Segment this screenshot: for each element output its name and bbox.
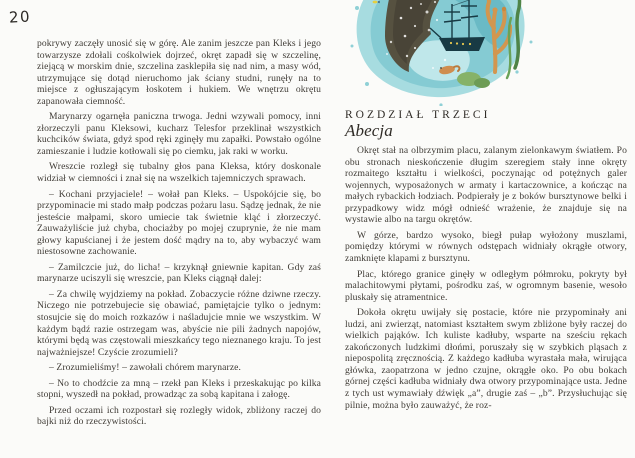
paragraph: Wreszcie rozległ się tubalny głos pana Kleksa, który doskonale widział w ciemności i znał się na wszelkich tajemniczych sprawach. [37,161,321,185]
chapter-illustration-underwater-sunken-ship [345,0,627,106]
paragraph: Okręt stał na olbrzymim placu, zalanym zielonkawym światłem. Po obu stronach nieskończenie długim szeregiem stały inne okręty rozmaitego kształtu i wielkości, poczynając od potężnych galer wojennych, wyposażonych w armaty i kartaczownice, a kończąc na małych rybackich łodziach. Podpierały je z boków bursztynowe belki i przypadkowy widz mógł odnieść wrażenie, że znajduje się na wystawie albo na targu okrętów. [345,145,627,226]
paragraph: pokrywy zaczęły unosić się w górę. Ale zanim jeszcze pan Kleks i jego towarzysze zdołali cośkolwiek dojrzeć, okręt zapadł się w szczelinę, ziejącą w morskim dnie, szczelina zasklepiła się nad nim, a masy wód, utrzymujące się dotąd nieruchomo jak ściany studni, runęły na to miejsce z ogłuszającym łoskotem i hukiem. We wnętrzu okrętu zapanowała ciemność. [37,38,321,107]
paragraph: – Zamilczcie już, do licha! – krzyknął gniewnie kapitan. Gdy zaś marynarze uciszyli się wreszcie, pan Kleks ciągnął dalej: [37,261,321,285]
paragraph: – Kochani przyjaciele! – wołał pan Kleks. – Uspokójcie się, bo przypominacie mi stado małp podczas pożaru lasu. Sądzę jednak, że nie jesteście małpami, skoro umiecie tak świetnie kląć i złorzeczyć. Zauważyliście już chyba, chociażby po mojej czuprynie, że nie mam głowy kapuścianej i że jestem dość mądry na to, aby wybaczyć wam niestosowne zachowanie. [37,188,321,258]
paragraph: Marynarzy ogarnęła paniczna trwoga. Jedni wzywali pomocy, inni złorzeczyli panu Kleksowi, kucharz Telesfor przeklinał wszystkich kuchcików świata, gdyż spod ręki zginęły mu zapałki. Powstało ogólne zamieszanie i ludzie kotłowali się po ciemku, jak raki w worku. [37,111,321,157]
paragraph: Dokoła okrętu uwijały się postacie, które nie przypominały ani ludzi, ani zwierząt, natomiast kształtem swym zbliżone były raczej do wielkich pająków. Ich kuliste kadłuby, wsparte na sześciu rękach zakończonych ludzkimi dłońmi, poruszały się w szybkich pląsach z niepospolitą zręcznością. Z każdego kadłuba wyrastała mała, wirująca główka, zaopatrzona w jedno czujne, okrągłe oko. Po obu bokach górnej części kadłuba widniały dwa otwory przypominające usta. Jedne z tych ust wymawiały dźwięk „a”, drugie zaś – „b”. Przysłuchując się pilnie, można było zauważyć, że roz- [345,307,627,411]
paragraph: Przed oczami ich rozpostarł się rozległy widok, zbliżony raczej do bajki niż do rzeczywistości. [37,404,321,428]
paragraph: – Za chwilę wyjdziemy na pokład. Zobaczycie różne dziwne rzeczy. Niczego nie potrzebujecie się obawiać, pamiętajcie tylko o jednym: stosujcie się do moich rozkazów i naśladujcie mnie we wszystkim. W każdym bądź razie ostrzegam was, abyście nie pili żadnych napojów, którymi będą was częstowali mieszkańcy tego nieznanego kraju. To jest najważniejsze! Czyście zrozumieli? [37,288,321,358]
page-number: 20 [8,7,32,27]
chapter-heading: ROZDZIAŁ TRZECI [345,109,491,121]
paragraph: – No to chodźcie za mną – rzekł pan Kleks i przeskakując po kilka stopni, wyszedł na pokład, prowadząc za sobą kapitana i załogę. [37,377,321,401]
paragraph: Plac, którego granice ginęły w odległym półmroku, pokryty był malachitowymi płytami, pośrodku zaś, w ogromnym basenie, wesoło pluskały się atramentnice. [345,268,627,303]
chapter-title: Abecja [345,120,393,140]
underwater-scene-icon [345,0,537,106]
paragraph: W górze, bardzo wysoko, biegł pułap wyłożony muszlami, pomiędzy którymi w równych odstępach widniały okrągłe otwory, zamknięte klapami z bursztynu. [345,229,627,265]
left-text-column [37,38,321,432]
paragraph: – Zrozumieliśmy! – zawołali chórem marynarze. [49,362,242,374]
right-page [345,0,627,415]
